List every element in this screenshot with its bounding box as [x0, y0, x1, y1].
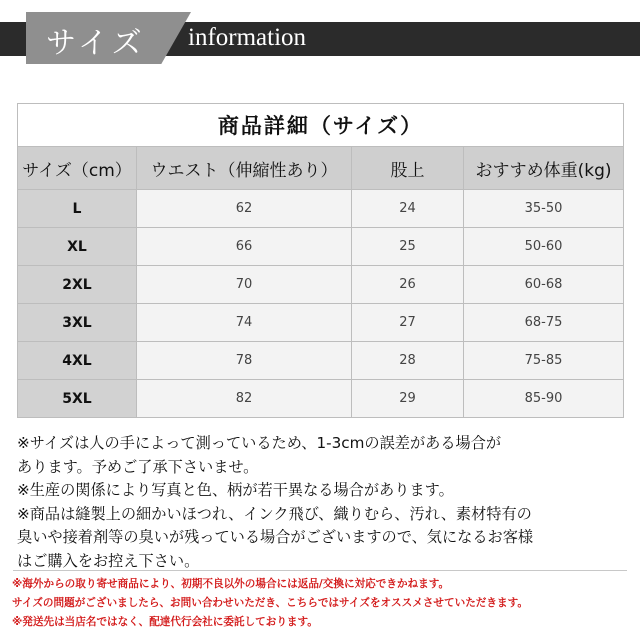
header-size: サイズ（cm） [18, 147, 137, 190]
waist-cell: 78 [137, 342, 352, 380]
table-title: 商品詳細（サイズ） [18, 104, 624, 147]
waist-cell: 74 [137, 304, 352, 342]
table-row [18, 380, 624, 418]
size-cell: 4XL [18, 342, 137, 380]
weight-cell: 75-85 [464, 342, 624, 380]
note-line: あります。予めご了承下さいませ。 [17, 457, 259, 476]
note-line: ※生産の関係により写真と色、柄が若干異なる場合があります。 [17, 481, 454, 499]
table-row [18, 304, 624, 342]
size-table [17, 103, 624, 418]
waist-cell: 66 [137, 228, 352, 266]
rise-cell: 27 [352, 304, 464, 342]
note-line: 臭いや接着剤等の臭いが残っている場合がございますので、気になるお客様 [17, 528, 534, 546]
note-line: はご購入をお控え下さい。 [17, 551, 200, 570]
rise-cell: 28 [352, 342, 464, 380]
weight-cell: 35-50 [464, 190, 624, 228]
waist-cell: 70 [137, 266, 352, 304]
header-banner [0, 12, 640, 64]
header-weight: おすすめ体重(kg) [464, 147, 624, 190]
red-note-line: ※海外からの取り寄せ商品により、初期不良以外の場合には返品/交換に対応できかねます。 [12, 578, 450, 590]
notes-block [17, 432, 632, 573]
note-line: ※商品は縫製上の細かいほつれ、インク飛び、織りむら、汚れ、素材特有の [17, 504, 532, 523]
red-note-line: ※発送先は当店名ではなく、配達代行会社に委託しております。 [12, 616, 318, 628]
header-waist: ウエスト（伸縮性あり） [137, 147, 352, 190]
rise-cell: 29 [352, 380, 464, 418]
rise-cell: 25 [352, 228, 464, 266]
note-line: ※サイズは人の手によって測っているため、1-3cmの誤差がある場合が [17, 434, 502, 452]
red-notes-block [12, 575, 632, 632]
table-row [18, 190, 624, 228]
table-row [18, 342, 624, 380]
table-header-row [18, 147, 624, 190]
banner-en-label: information [188, 24, 307, 51]
weight-cell: 60-68 [464, 266, 624, 304]
red-note-line: サイズの問題がございましたら、お問い合わせいただき、こちらではサイズをオススメさせていただきます。 [12, 597, 528, 609]
table-row [18, 228, 624, 266]
weight-cell: 85-90 [464, 380, 624, 418]
size-cell: L [18, 190, 137, 228]
banner-jp-label: サイズ [46, 26, 146, 61]
divider [13, 570, 627, 571]
table-row [18, 266, 624, 304]
rise-cell: 24 [352, 190, 464, 228]
header-rise: 股上 [352, 147, 464, 190]
waist-cell: 62 [137, 190, 352, 228]
weight-cell: 50-60 [464, 228, 624, 266]
size-cell: 3XL [18, 304, 137, 342]
size-cell: 2XL [18, 266, 137, 304]
size-cell: XL [18, 228, 137, 266]
rise-cell: 26 [352, 266, 464, 304]
size-cell: 5XL [18, 380, 137, 418]
weight-cell: 68-75 [464, 304, 624, 342]
waist-cell: 82 [137, 380, 352, 418]
